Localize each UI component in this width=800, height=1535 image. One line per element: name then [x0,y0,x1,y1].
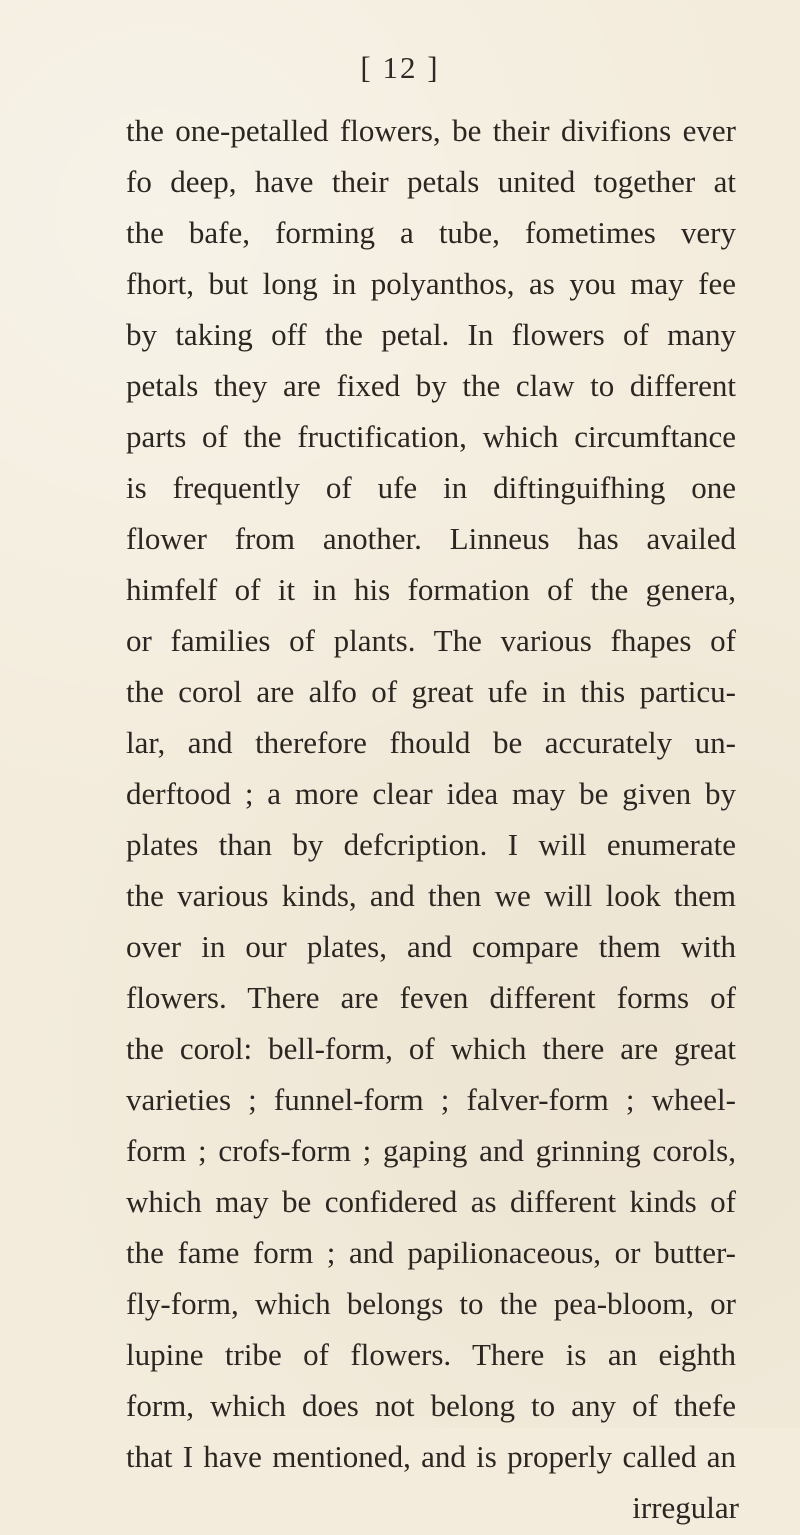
text-line-27: that I have mentioned, and is properly called an [126,1439,736,1474]
text-line-17: over in our plates, and compare them with [126,929,736,964]
text-line-5: by taking off the petal. In flowers of many [126,317,736,352]
text-line-19: the corol: bell-form, of which there are great [126,1031,736,1066]
text-line-12: the corol are alfo of great ufe in this particu- [126,674,736,709]
text-line-2: fo deep, have their petals united together at [126,164,736,199]
text-line-18: flowers. There are feven different forms of [126,980,736,1015]
text-line-23: the fame form ; and papilionaceous, or butter- [126,1235,736,1270]
catchword: irregular [632,1490,739,1525]
text-line-15: plates than by defcription. I will enumerate [126,827,736,862]
text-line-16: the various kinds, and then we will look them [126,878,736,913]
text-line-8: is frequently of ufe in diftinguifhing one [126,470,736,505]
text-line-9: flower from another. Linneus has availed [126,521,736,556]
text-line-14: derftood ; a more clear idea may be given by [126,776,736,811]
body-text [0,103,800,1525]
text-line-24: fly-form, which belongs to the pea-bloom, or [126,1286,736,1321]
text-line-20: varieties ; funnel-form ; falver-form ; wheel- [126,1082,736,1117]
text-line-11: or families of plants. The various fhapes of [126,623,736,658]
text-line-4: fhort, but long in polyanthos, as you may fee [126,266,736,301]
text-line-1: the one-petalled flowers, be their divifions ever [126,113,736,148]
text-line-25: lupine tribe of flowers. There is an eighth [126,1337,736,1372]
text-line-21: form ; crofs-form ; gaping and grinning corols, [126,1133,736,1168]
text-line-7: parts of the fructification, which circumftance [126,419,736,454]
page-number: [ 12 ] [360,50,440,85]
text-line-13: lar, and therefore fhould be accurately un- [126,725,736,760]
text-line-22: which may be confidered as different kinds of [126,1184,736,1219]
text-line-10: himfelf of it in his formation of the genera, [126,572,736,607]
text-line-6: petals they are fixed by the claw to different [126,368,736,403]
text-line-3: the bafe, forming a tube, fometimes very [126,215,736,250]
text-line-26: form, which does not belong to any of thefe [126,1388,736,1423]
